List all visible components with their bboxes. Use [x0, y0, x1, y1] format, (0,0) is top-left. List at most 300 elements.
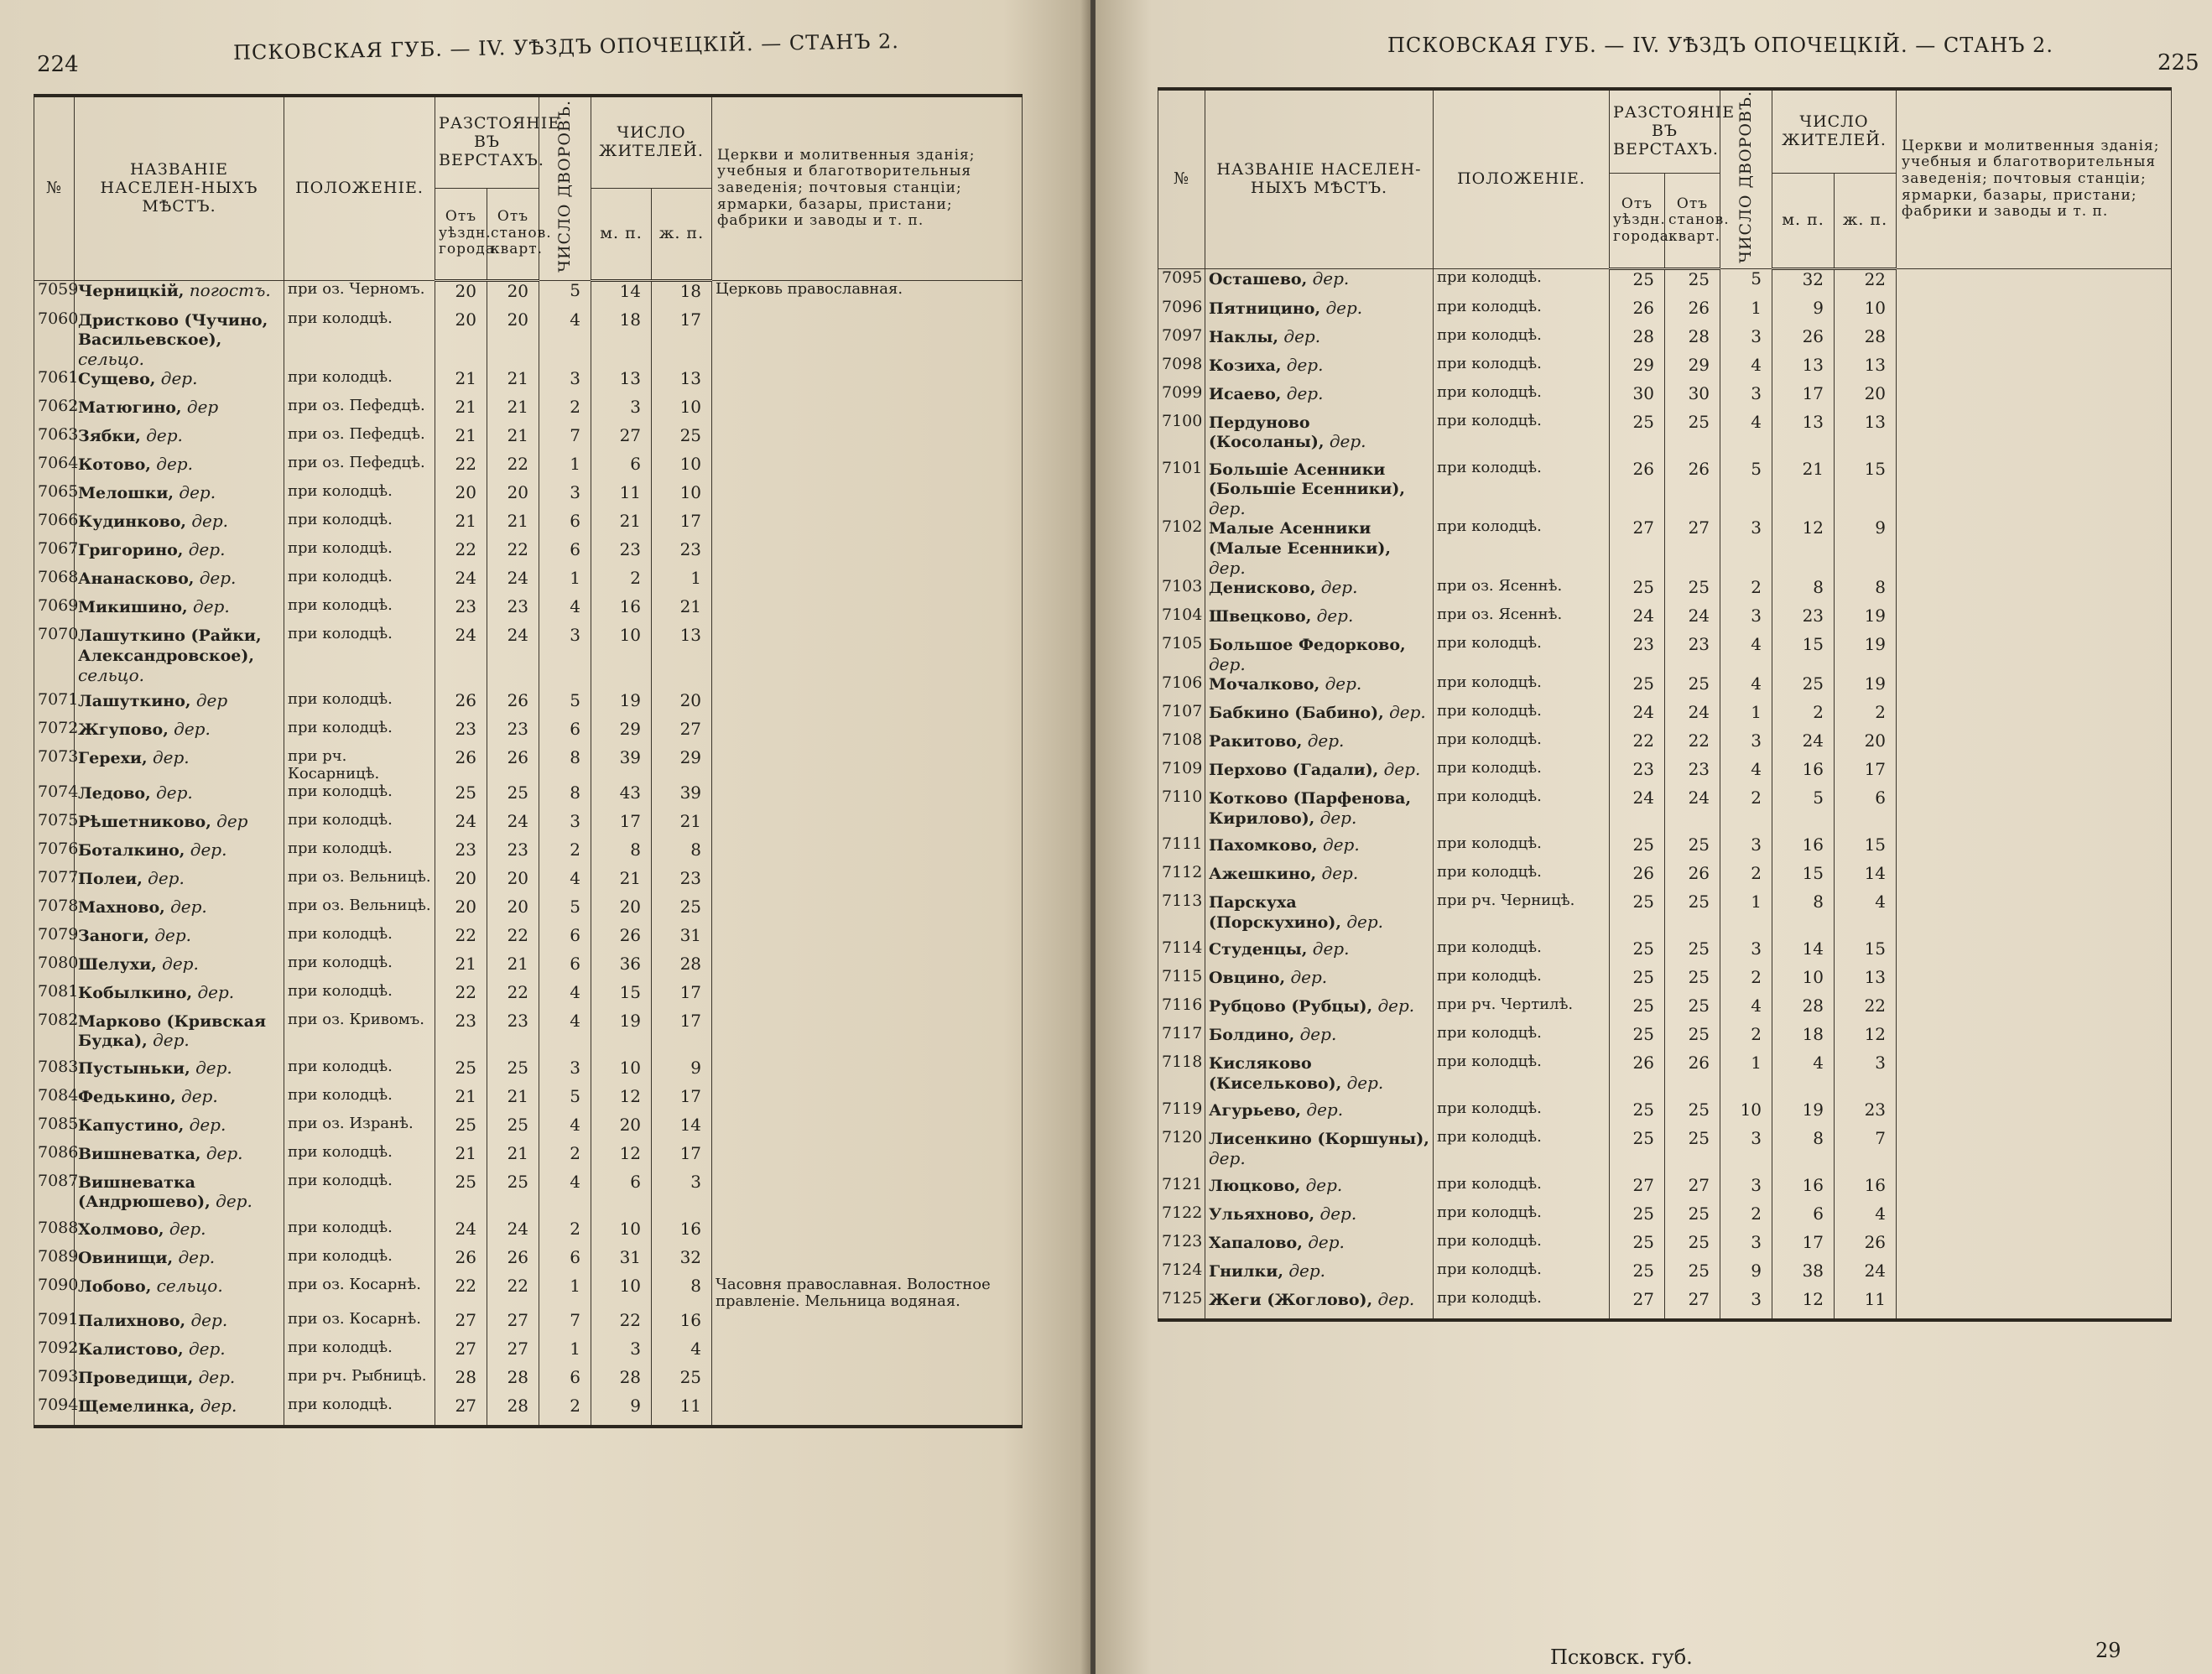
distance-town: 25: [1610, 268, 1665, 299]
table-row: [34, 597, 1023, 626]
table-row: [1158, 413, 2172, 460]
distance-stan: 25: [1665, 892, 1720, 939]
distance-stan: 24: [487, 1219, 539, 1248]
households-count: 3: [1720, 384, 1772, 413]
settlement-type: дер: [216, 810, 248, 831]
distance-stan: 20: [487, 310, 539, 370]
settlement-name-text: Шелухи,: [78, 954, 157, 974]
row-number: 7087: [34, 1172, 75, 1219]
distance-stan: 20: [487, 869, 539, 897]
row-position: при колодцѣ.: [284, 626, 435, 691]
male-count: 38: [1772, 1261, 1835, 1290]
distance-town: 25: [1610, 1025, 1665, 1053]
distance-town: 25: [1610, 578, 1665, 606]
distance-stan: 26: [1665, 1053, 1720, 1100]
row-notes: [712, 569, 1023, 597]
male-count: 3: [591, 1339, 652, 1368]
settlement-name: [75, 512, 284, 540]
settlement-name-text: Лашуткино,: [78, 692, 191, 711]
row-number: 7083: [34, 1058, 75, 1087]
female-count: 4: [1835, 1204, 1897, 1233]
table-row: [34, 398, 1023, 426]
households-count: 3: [539, 1058, 591, 1087]
table-row: [34, 983, 1023, 1011]
row-notes: [712, 310, 1023, 370]
male-count: 8: [591, 840, 652, 869]
row-number: 7091: [34, 1311, 75, 1339]
settlement-name: [1205, 835, 1434, 864]
distance-stan: 26: [1665, 460, 1720, 519]
settlement-name: [1205, 788, 1434, 835]
settlement-name: [1205, 578, 1434, 606]
settlement-type: дер.: [191, 511, 229, 532]
settlement-name: [75, 840, 284, 869]
female-count: 2: [1835, 703, 1897, 731]
table-row: [1158, 1176, 2172, 1204]
footer-signature: Псковск. губ.: [1550, 1645, 1693, 1669]
table-row: [1158, 760, 2172, 788]
row-position: при колодцѣ.: [1434, 864, 1610, 892]
female-count: 24: [1835, 1261, 1897, 1290]
header-notes: Церкви и молитвенныя зданія; учебныя и благотворительныя заведенія; почтовыя станціи; ярмарки, базары, пристани; фабрики и заводы и т. п.: [712, 96, 1023, 280]
table-row: [1158, 299, 2172, 327]
table-row: [1158, 1204, 2172, 1233]
settlement-name: [1205, 1025, 1434, 1053]
households-count: 5: [539, 691, 591, 720]
distance-town: 25: [1610, 968, 1665, 996]
distance-stan: 24: [1665, 703, 1720, 731]
households-count: 4: [539, 1172, 591, 1219]
row-number: 7108: [1158, 731, 1205, 760]
households-count: 3: [1720, 1176, 1772, 1204]
row-position: при колодцѣ.: [284, 597, 435, 626]
table-row: [34, 1115, 1023, 1144]
male-count: 17: [1772, 1233, 1835, 1261]
row-number: 7118: [1158, 1053, 1205, 1100]
distance-stan: 25: [1665, 1100, 1720, 1129]
distance-stan: 23: [487, 720, 539, 748]
table-row: [34, 926, 1023, 954]
row-notes: [712, 954, 1023, 983]
settlement-name-text: Бабкино (Бабино),: [1209, 703, 1384, 722]
male-count: 10: [1772, 968, 1835, 996]
header-distance: РАЗСТОЯНІЕ ВЪ ВЕРСТАХЪ.: [435, 96, 539, 188]
distance-stan: 26: [487, 1248, 539, 1276]
row-number: 7079: [34, 926, 75, 954]
settlement-name: [75, 1058, 284, 1087]
households-count: 1: [1720, 299, 1772, 327]
distance-town: 25: [1610, 413, 1665, 460]
female-count: 15: [1835, 835, 1897, 864]
table-row: [1158, 384, 2172, 413]
row-notes: [712, 483, 1023, 512]
table-row: [34, 691, 1023, 720]
settlement-name: [75, 483, 284, 512]
female-count: 31: [652, 926, 712, 954]
distance-stan: 22: [487, 540, 539, 569]
female-count: 17: [652, 983, 712, 1011]
male-count: 9: [1772, 299, 1835, 327]
row-number: 7122: [1158, 1204, 1205, 1233]
male-count: 36: [591, 954, 652, 983]
settlement-name: [75, 1011, 284, 1058]
male-count: 10: [591, 1276, 652, 1311]
distance-stan: 20: [487, 280, 539, 310]
distance-stan: 21: [487, 1087, 539, 1115]
row-notes: [1897, 939, 2172, 968]
settlement-type: дер.: [156, 782, 193, 803]
settlement-name-text: Парскуха (Порскухино),: [1209, 892, 1341, 932]
distance-stan: 26: [487, 691, 539, 720]
row-notes: [1897, 996, 2172, 1025]
distance-stan: 27: [1665, 518, 1720, 578]
settlement-name: [1205, 1176, 1434, 1204]
male-count: 10: [591, 626, 652, 691]
distance-stan: 25: [1665, 1025, 1720, 1053]
row-position: при колодцѣ.: [284, 983, 435, 1011]
settlement-name-text: Ульяхново,: [1209, 1204, 1315, 1224]
row-number: 7102: [1158, 518, 1205, 578]
households-count: 3: [539, 483, 591, 512]
male-count: 15: [591, 983, 652, 1011]
female-count: 17: [652, 1144, 712, 1172]
row-position: при колодцѣ.: [1434, 1053, 1610, 1100]
settlement-name-text: Овцино,: [1209, 968, 1286, 987]
settlement-name-text: Овинищи,: [78, 1248, 174, 1267]
distance-town: 21: [435, 954, 487, 983]
households-count: 3: [1720, 518, 1772, 578]
table-row: [1158, 1025, 2172, 1053]
table-row: [34, 954, 1023, 983]
male-count: 11: [591, 483, 652, 512]
row-notes: [712, 748, 1023, 782]
settlement-type: дер.: [153, 1030, 190, 1051]
table-row: [34, 869, 1023, 897]
households-count: 2: [539, 398, 591, 426]
row-notes: [712, 1311, 1023, 1339]
row-position: при колодцѣ.: [284, 1248, 435, 1276]
distance-town: 25: [435, 1172, 487, 1219]
distance-stan: 24: [487, 569, 539, 597]
row-position: при колодцѣ.: [284, 483, 435, 512]
row-number: 7114: [1158, 939, 1205, 968]
distance-stan: 20: [487, 483, 539, 512]
settlement-name: [1205, 413, 1434, 460]
households-count: 6: [539, 720, 591, 748]
table-row: [34, 569, 1023, 597]
row-position: при колодцѣ.: [1434, 760, 1610, 788]
households-count: 1: [1720, 1053, 1772, 1100]
female-count: 9: [1835, 518, 1897, 578]
male-count: 16: [591, 597, 652, 626]
settlement-type: дер.: [1209, 557, 1246, 578]
male-count: 19: [591, 691, 652, 720]
households-count: 2: [1720, 788, 1772, 835]
households-count: 1: [1720, 892, 1772, 939]
households-count: 4: [539, 310, 591, 370]
row-position: при колодцѣ.: [1434, 384, 1610, 413]
households-count: 2: [1720, 968, 1772, 996]
settlement-type: дер.: [195, 1057, 232, 1078]
row-notes: [1897, 703, 2172, 731]
households-count: 3: [539, 812, 591, 840]
row-number: 7085: [34, 1115, 75, 1144]
settlement-type: дер.: [1383, 758, 1421, 779]
households-count: 4: [1720, 996, 1772, 1025]
female-count: 21: [652, 597, 712, 626]
row-number: 7071: [34, 691, 75, 720]
table-row: [1158, 460, 2172, 519]
distance-town: 21: [435, 426, 487, 455]
row-position: при колодцѣ.: [284, 369, 435, 398]
settlement-type: дер.: [1209, 498, 1246, 519]
settlement-type: дер.: [1306, 1099, 1344, 1120]
male-count: 17: [1772, 384, 1835, 413]
settlement-name-text: Боталкино,: [78, 840, 185, 860]
distance-stan: 25: [1665, 1129, 1720, 1176]
settlement-type: дер.: [179, 482, 216, 503]
settlement-name: [75, 540, 284, 569]
row-notes: [1897, 635, 2172, 674]
female-count: 13: [652, 626, 712, 691]
settlement-type: сельцо.: [156, 1275, 223, 1296]
settlement-type: дер.: [1377, 995, 1415, 1016]
settlement-type: дер.: [1320, 576, 1358, 597]
distance-town: 25: [435, 783, 487, 812]
households-count: 6: [539, 1368, 591, 1396]
settlement-name-text: Осташево,: [1209, 269, 1308, 289]
table-row: [1158, 939, 2172, 968]
settlement-name: [75, 1339, 284, 1368]
row-position: при колодцѣ.: [284, 310, 435, 370]
male-count: 43: [591, 783, 652, 812]
right-page: [1096, 0, 2212, 1674]
distance-stan: 25: [487, 783, 539, 812]
settlement-name-text: Лашуткино (Райки, Александровское),: [78, 626, 262, 666]
households-count: 2: [1720, 1204, 1772, 1233]
settlement-name: [75, 569, 284, 597]
distance-stan: 23: [1665, 760, 1720, 788]
distance-stan: 25: [1665, 996, 1720, 1025]
settlement-name: [1205, 968, 1434, 996]
female-count: 27: [652, 720, 712, 748]
female-count: 10: [652, 398, 712, 426]
male-count: 12: [591, 1087, 652, 1115]
settlement-name: [75, 1115, 284, 1144]
row-notes: Церковь православная.: [712, 280, 1023, 310]
running-head-left: ПСКОВСКАЯ ГУБ. — IV. УѢЗДЪ ОПОЧЕЦКІЙ. — СТАНЪ 2.: [232, 29, 900, 65]
row-position: при колодцѣ.: [284, 512, 435, 540]
row-notes: [712, 812, 1023, 840]
male-count: 39: [591, 748, 652, 782]
settlement-name: [1205, 1053, 1434, 1100]
distance-town: 21: [435, 1144, 487, 1172]
header-name: НАЗВАНІЕ НАСЕЛЕН-НЫХЪ МѢСТЪ.: [75, 96, 284, 280]
male-count: 15: [1772, 864, 1835, 892]
row-number: 7069: [34, 597, 75, 626]
female-count: 20: [1835, 731, 1897, 760]
distance-town: 25: [1610, 1129, 1665, 1176]
female-count: 23: [652, 540, 712, 569]
row-notes: [1897, 760, 2172, 788]
distance-town: 20: [435, 483, 487, 512]
distance-stan: 22: [1665, 731, 1720, 760]
row-number: 7088: [34, 1219, 75, 1248]
households-count: 3: [539, 369, 591, 398]
distance-stan: 25: [1665, 578, 1720, 606]
row-number: 7116: [1158, 996, 1205, 1025]
distance-stan: 22: [487, 983, 539, 1011]
row-number: 7077: [34, 869, 75, 897]
settlement-name: [75, 1219, 284, 1248]
female-count: 32: [652, 1248, 712, 1276]
settlement-type: дер.: [198, 1366, 236, 1387]
settlement-type: дер.: [190, 1309, 228, 1330]
settlement-name: [75, 280, 284, 310]
row-position: при оз. Вельницѣ.: [284, 869, 435, 897]
row-position: при колодцѣ.: [284, 812, 435, 840]
distance-stan: 21: [487, 398, 539, 426]
settlement-name-text: Кудинково,: [78, 512, 186, 532]
distance-stan: 25: [1665, 1204, 1720, 1233]
row-position: при колодцѣ.: [1434, 1176, 1610, 1204]
distance-town: 28: [435, 1368, 487, 1396]
distance-town: 23: [1610, 635, 1665, 674]
row-number: 7109: [1158, 760, 1205, 788]
row-position: при колодцѣ.: [1434, 788, 1610, 835]
settlement-type: дер.: [1305, 1174, 1343, 1195]
table-row: [34, 1172, 1023, 1219]
settlement-type: дер.: [156, 454, 193, 475]
row-position: при колодцѣ.: [284, 1058, 435, 1087]
table-row: [1158, 518, 2172, 578]
row-position: при колодцѣ.: [1434, 413, 1610, 460]
distance-town: 22: [435, 455, 487, 483]
table-row: [1158, 635, 2172, 674]
left-page: [0, 0, 1090, 1674]
male-count: 18: [591, 310, 652, 370]
settlement-type: дер.: [181, 1085, 218, 1106]
settlement-type: дер.: [1299, 1023, 1337, 1044]
table-row: [1158, 268, 2172, 299]
table-row: [1158, 835, 2172, 864]
male-count: 18: [1772, 1025, 1835, 1053]
header-name: НАЗВАНІЕ НАСЕЛЕН-НЫХЪ МѢСТЪ.: [1205, 89, 1434, 268]
settlement-type: дер.: [1286, 354, 1324, 375]
row-number: 7063: [34, 426, 75, 455]
male-count: 25: [1772, 674, 1835, 703]
row-number: 7110: [1158, 788, 1205, 835]
female-count: 23: [1835, 1100, 1897, 1129]
male-count: 6: [591, 455, 652, 483]
distance-town: 26: [435, 691, 487, 720]
settlement-name: [1205, 1204, 1434, 1233]
table-row: [34, 1248, 1023, 1276]
row-number: 7119: [1158, 1100, 1205, 1129]
row-notes: [1897, 460, 2172, 519]
settlement-name: [1205, 731, 1434, 760]
male-count: 16: [1772, 835, 1835, 864]
households-count: 5: [1720, 268, 1772, 299]
settlement-name-text: Гнилки,: [1209, 1261, 1283, 1281]
female-count: 8: [652, 840, 712, 869]
distance-stan: 23: [1665, 635, 1720, 674]
distance-town: 26: [1610, 460, 1665, 519]
settlement-name-text: Палихново,: [78, 1311, 186, 1330]
settlement-name-text: Наклы,: [1209, 327, 1279, 346]
settlement-name-text: Махново,: [78, 897, 165, 917]
distance-town: 23: [435, 597, 487, 626]
settlement-name-text: Агурьево,: [1209, 1100, 1302, 1120]
row-notes: [1897, 674, 2172, 703]
row-position: при колодцѣ.: [284, 691, 435, 720]
row-position: при колодцѣ.: [284, 926, 435, 954]
table-row: [1158, 788, 2172, 835]
settlement-name: [75, 983, 284, 1011]
distance-town: 24: [1610, 788, 1665, 835]
row-position: при колодцѣ.: [284, 1172, 435, 1219]
settlement-name-text: Исаево,: [1209, 384, 1282, 403]
distance-town: 25: [1610, 939, 1665, 968]
female-count: 17: [652, 512, 712, 540]
row-number: 7082: [34, 1011, 75, 1058]
row-notes: [712, 426, 1023, 455]
settlement-type: дер.: [1283, 325, 1321, 346]
row-notes: [712, 897, 1023, 926]
distance-town: 27: [1610, 518, 1665, 578]
distance-stan: 21: [487, 1144, 539, 1172]
row-number: 7101: [1158, 460, 1205, 519]
row-number: 7098: [1158, 356, 1205, 384]
header-households: ЧИСЛО ДВОРОВЪ.: [1720, 89, 1772, 268]
settlement-name: [75, 926, 284, 954]
settlement-name-text: Заноги,: [78, 926, 149, 945]
male-count: 20: [591, 1115, 652, 1144]
table-row: [34, 512, 1023, 540]
row-notes: [1897, 1261, 2172, 1290]
distance-stan: 24: [487, 626, 539, 691]
table-row: [34, 280, 1023, 310]
row-number: 7100: [1158, 413, 1205, 460]
settlement-name: [75, 812, 284, 840]
settlement-type: дер.: [146, 425, 183, 446]
row-notes: [1897, 1129, 2172, 1176]
settlement-name: [1205, 996, 1434, 1025]
settlement-name: [1205, 356, 1434, 384]
male-count: 23: [591, 540, 652, 569]
row-notes: [1897, 413, 2172, 460]
settlement-type: погостъ.: [189, 279, 271, 300]
settlement-name: [75, 310, 284, 370]
female-count: 3: [1835, 1053, 1897, 1100]
row-number: 7081: [34, 983, 75, 1011]
settlement-type: дер.: [1316, 605, 1354, 626]
male-count: 12: [1772, 1290, 1835, 1320]
header-households: ЧИСЛО ДВОРОВЪ.: [539, 96, 591, 280]
settlement-name-text: Микишино,: [78, 598, 188, 617]
male-count: 13: [1772, 356, 1835, 384]
row-notes: [712, 926, 1023, 954]
settlement-name: [1205, 864, 1434, 892]
settlement-type: дер: [195, 690, 228, 711]
row-position: при оз. Изранѣ.: [284, 1115, 435, 1144]
female-count: 6: [1835, 788, 1897, 835]
distance-stan: 25: [1665, 268, 1720, 299]
distance-town: 20: [435, 897, 487, 926]
households-count: 1: [539, 1339, 591, 1368]
settlements-table-right: [1158, 87, 2172, 1322]
row-notes: [712, 983, 1023, 1011]
